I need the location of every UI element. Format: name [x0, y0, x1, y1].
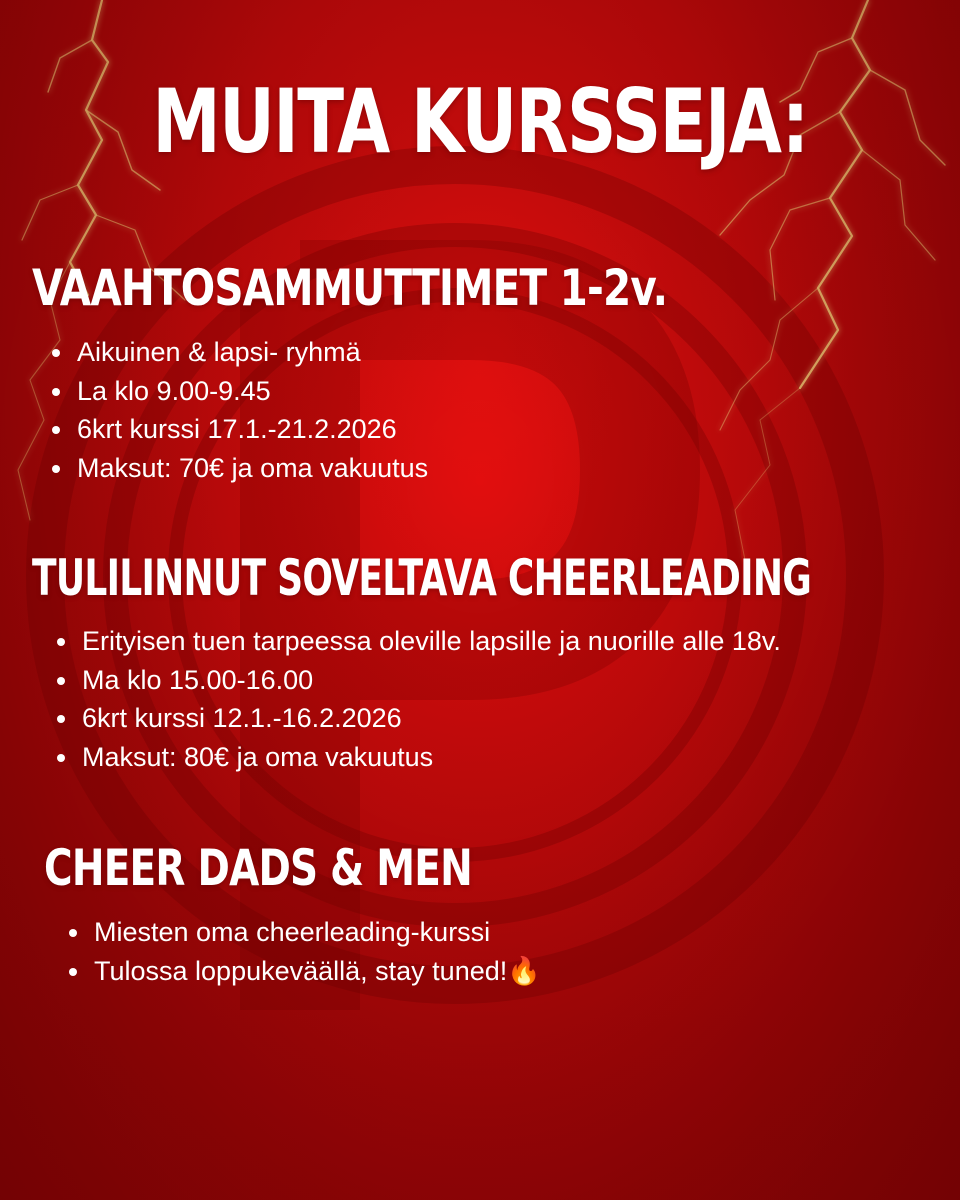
course-details-list: [94, 913, 960, 990]
section-heading: CHEER DADS & MEN: [44, 839, 472, 897]
list-item: Aikuinen & lapsi- ryhmä: [77, 333, 960, 372]
course-details-list: [77, 333, 960, 487]
list-item: 6krt kurssi 17.1.-21.2.2026: [77, 410, 960, 449]
list-item: La klo 9.00-9.45: [77, 372, 960, 411]
course-section-cheer-dads: [0, 839, 960, 990]
list-item: 6krt kurssi 12.1.-16.2.2026: [82, 699, 960, 738]
section-heading: VAAHTOSAMMUTTIMET 1-2v.: [32, 259, 668, 317]
course-details-list: [82, 622, 960, 776]
list-item: Ma klo 15.00-16.00: [82, 661, 960, 700]
list-item: Maksut: 70€ ja oma vakuutus: [77, 449, 960, 488]
list-item: Erityisen tuen tarpeessa oleville lapsille ja nuorille alle 18v.: [82, 622, 960, 661]
list-item: Tulossa loppukeväällä, stay tuned!🔥: [94, 952, 960, 991]
course-section-tulilinnut: [0, 549, 960, 776]
list-item: Miesten oma cheerleading-kurssi: [94, 913, 960, 952]
section-heading: TULILINNUT SOVELTAVA CHEERLEADING: [32, 549, 812, 607]
course-section-vaahtosammuttimet: [0, 259, 960, 487]
page-title: MUITA KURSSEJA:: [152, 70, 808, 173]
list-item: Maksut: 80€ ja oma vakuutus: [82, 738, 960, 777]
